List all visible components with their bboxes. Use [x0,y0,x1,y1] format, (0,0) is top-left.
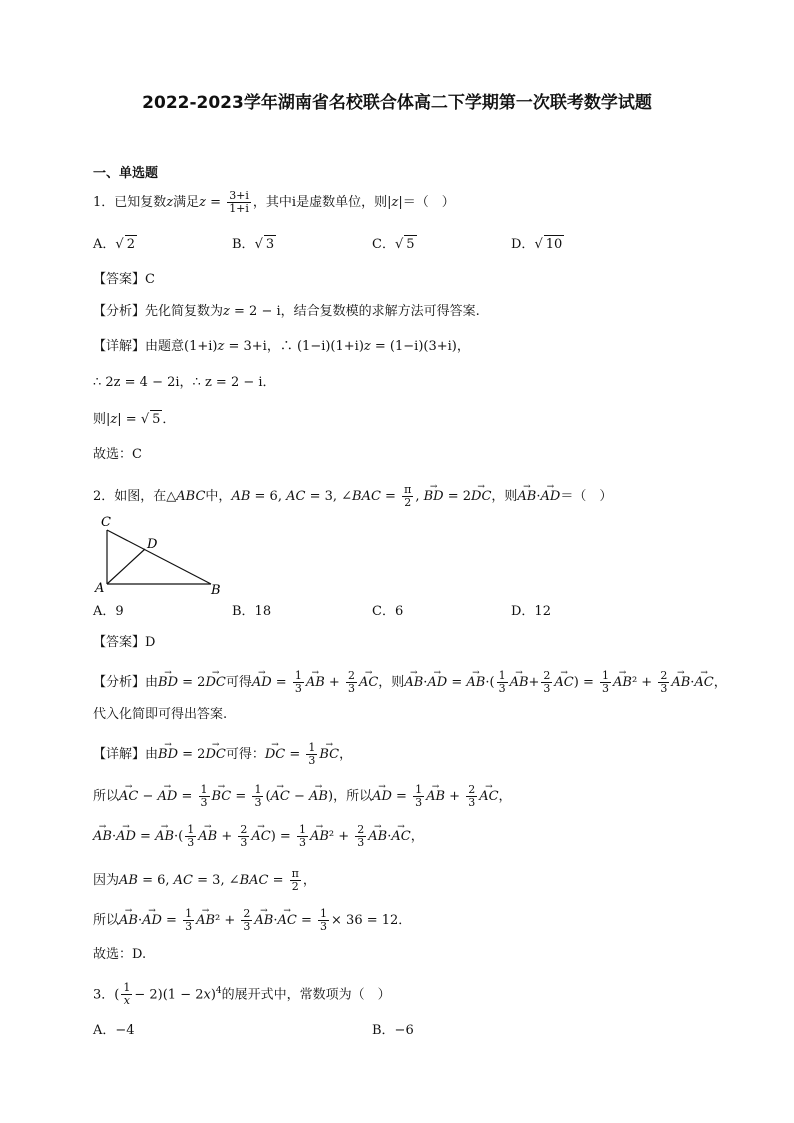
q2-detail-line2: 所以→ AC − → AD = $\frac{1}{3}$ → BC = $\frac{1}{3}$ (→ AC − → AB)，所以→ AD = $\frac{1}{3}$ → AB + $\frac{2}{3}$ → AC， [93,784,512,809]
label-b: B [211,583,221,596]
q1-option-b: B．√ 3 [232,235,276,254]
q1-stem: 1．已知复数z满足z = $\frac{3+i}{1+i}$ ，其中i是虚数单位，则|z|＝（ ） [93,189,455,215]
q1-option-d: D．√ 10 [511,235,564,254]
q2-option-a: A．9 [93,604,124,619]
q1-detail-line2: ∴ 2z = 4 − 2i，∴ z = 2 − i． [93,375,276,390]
q2-option-b: B．18 [232,604,272,619]
triangle-figure [93,512,233,596]
q2-answer: 【答案】D [93,635,156,650]
q1-choose: 故选：C [93,447,142,462]
page-title: 2022-2023学年湖南省名校联合体高二下学期第一次联考数学试题 [142,93,652,113]
q1-detail-line3: 则|z| = √ 5 ． [93,410,175,429]
q1-option-a: A．√ 2 [93,235,137,254]
q2-analysis: 【分析】由→ BD = 2→ DC可得→ AD = $\frac{1}{3}$ → AB + $\frac{2}{3}$ → AC，则→ AB·→ AD = → AB·( $\frac{1}{3}$ → AB+ $\frac{2}{3}$ → AC) = $\frac{1}{3}$ → AB² + $\frac{2}{3}$ → AB·→ AC， [93,670,727,695]
q2-detail-line5: 所以→ AB·→ AD = $\frac{1}{3}$ → AB² + $\frac{2}{3}$ → AB·→ AC = $\frac{1}{3}$ × 36 = 12． [93,908,411,933]
q2-option-c: C．6 [372,604,404,619]
q2-option-d: D．12 [511,604,551,619]
q1-analysis: 【分析】先化简复数为z = 2 − i，结合复数模的求解方法可得答案. [93,304,480,319]
q2-choose: 故选：D. [93,947,147,962]
label-d: D [147,537,158,552]
q3-stem: 3．( $\frac{1}{x}$ − $2)(1 - 2x)^4$的展开式中，常数项为（ ） [93,981,391,1008]
label-c: C [101,515,111,530]
q3-option-a: A．−4 [93,1023,135,1038]
label-a: A [95,581,105,596]
q2-stem: 2．如图，在△ABC中，AB = 6, AC = 3, ∠BAC = $\frac{\pi}{2}$ , → BD = 2→ DC，则→ AB·→ AD＝（ ） [93,484,612,509]
q2-detail: 【详解】由→ BD = 2→ DC可得：→ DC = $\frac{1}{3}$ → BC， [93,742,352,767]
q3-option-b: B．−6 [372,1023,414,1038]
section-heading: 一、单选题 [93,166,159,181]
q2-analysis-line2: 代入化简即可得出答案. [93,707,228,722]
q2-detail-line4: 因为AB = 6, AC = 3, ∠BAC = $\frac{\pi}{2}$ ， [93,867,316,893]
q2-detail-line3: → AB·→ AD = → AB·( $\frac{1}{3}$ → AB + $\frac{2}{3}$ → AC) = $\frac{1}{3}$ → AB² + $\frac{2}{3}$ → AB·→ AC， [93,824,424,849]
q1-option-c: C．√ 5 [372,235,417,254]
q1-detail: 【详解】由题意(1+i)z = 3+i，∴ (1−i)(1+i)z = (1−i)(3+i)， [93,339,470,354]
q1-answer: 【答案】C [93,272,155,287]
